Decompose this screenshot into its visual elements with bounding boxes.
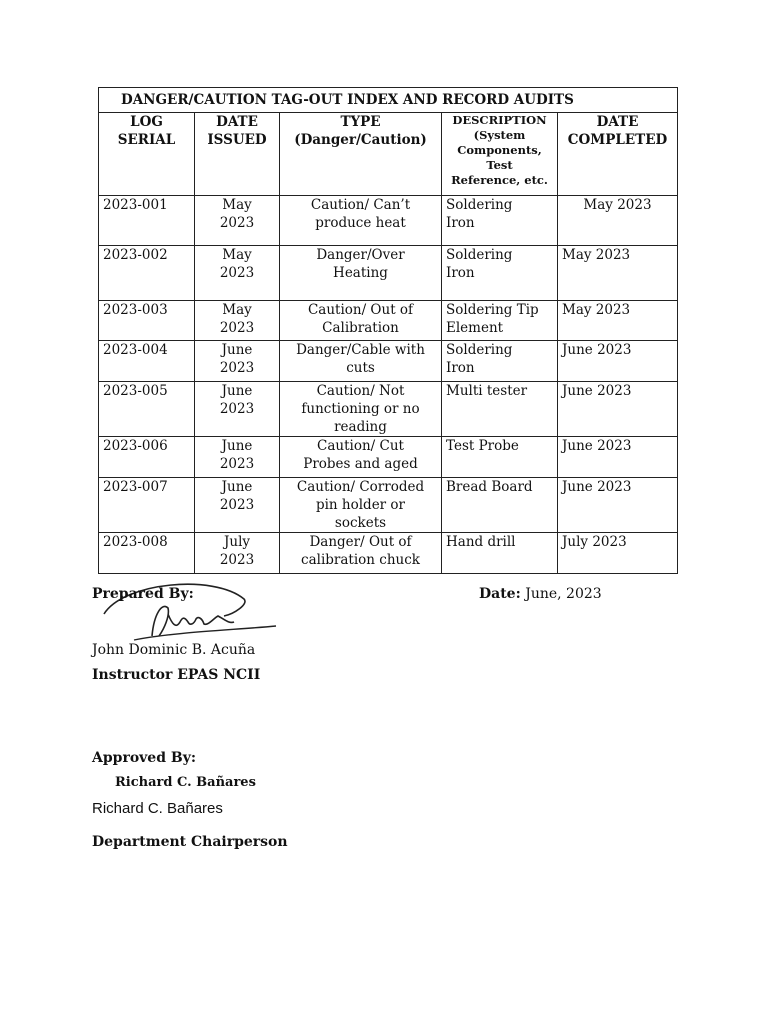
log-serial-cell: 2023-004 (99, 341, 195, 382)
date-completed-cell: May 2023 (558, 301, 678, 341)
preparer-position: Instructor EPAS NCII (92, 667, 261, 683)
type-cell: Danger/ Out of calibration chuck (280, 533, 442, 574)
date-line (479, 586, 602, 602)
header-type: TYPE (Danger/Caution) (280, 113, 442, 196)
header-log-serial: LOG SERIAL (99, 113, 195, 196)
date-issued-cell: May 2023 (195, 301, 280, 341)
preparer-name: John Dominic B. Acuña (92, 642, 256, 658)
table-row (99, 533, 678, 574)
log-serial-cell: 2023-007 (99, 478, 195, 533)
log-serial-cell: 2023-008 (99, 533, 195, 574)
table-row (99, 437, 678, 478)
type-cell: Caution/ Not functioning or no reading (280, 382, 442, 437)
log-serial-cell: 2023-006 (99, 437, 195, 478)
table-row (99, 341, 678, 382)
table-row (99, 478, 678, 533)
date-issued-cell: June 2023 (195, 478, 280, 533)
header-date-completed: DATE COMPLETED (558, 113, 678, 196)
tag-out-audit-table (98, 87, 678, 574)
header-description: DESCRIPTION (System Components, Test Reference, etc. (442, 113, 558, 196)
log-serial-cell: 2023-002 (99, 246, 195, 301)
date-issued-cell: July 2023 (195, 533, 280, 574)
type-cell: Caution/ Can’t produce heat (280, 196, 442, 246)
date-completed-cell: June 2023 (558, 437, 678, 478)
description-cell: Soldering Tip Element (442, 301, 558, 341)
prepared-by-label: Prepared By: (92, 586, 194, 602)
date-issued-cell: June 2023 (195, 382, 280, 437)
description-cell: Multi tester (442, 382, 558, 437)
header-date-issued: DATE ISSUED (195, 113, 280, 196)
approver-name: Richard C. Bañares (92, 800, 223, 817)
date-value: June, 2023 (525, 586, 602, 602)
description-cell: Soldering Iron (442, 196, 558, 246)
type-cell: Caution/ Corroded pin holder or sockets (280, 478, 442, 533)
date-completed-cell: June 2023 (558, 382, 678, 437)
date-label: Date: (479, 586, 521, 602)
table-title: DANGER/CAUTION TAG-OUT INDEX AND RECORD AUDITS (99, 88, 678, 113)
type-cell: Danger/Cable with cuts (280, 341, 442, 382)
date-issued-cell: May 2023 (195, 246, 280, 301)
date-completed-cell: June 2023 (558, 341, 678, 382)
description-cell: Hand drill (442, 533, 558, 574)
date-completed-cell: June 2023 (558, 478, 678, 533)
type-cell: Danger/Over Heating (280, 246, 442, 301)
table-row (99, 382, 678, 437)
description-cell: Bread Board (442, 478, 558, 533)
description-cell: Soldering Iron (442, 246, 558, 301)
date-issued-cell: June 2023 (195, 341, 280, 382)
description-cell: Soldering Iron (442, 341, 558, 382)
description-cell: Test Probe (442, 437, 558, 478)
log-serial-cell: 2023-003 (99, 301, 195, 341)
approved-by-label: Approved By: (92, 750, 196, 766)
table-header-row (99, 113, 678, 196)
date-completed-cell: May 2023 (558, 196, 678, 246)
table-row (99, 301, 678, 341)
approver-position: Department Chairperson (92, 834, 288, 850)
date-issued-cell: May 2023 (195, 196, 280, 246)
table-row (99, 246, 678, 301)
date-completed-cell: July 2023 (558, 533, 678, 574)
type-cell: Caution/ Cut Probes and aged (280, 437, 442, 478)
log-serial-cell: 2023-001 (99, 196, 195, 246)
type-cell: Caution/ Out of Calibration (280, 301, 442, 341)
table-row (99, 196, 678, 246)
approver-signature-name: Richard C. Bañares (115, 775, 256, 790)
log-serial-cell: 2023-005 (99, 382, 195, 437)
date-completed-cell: May 2023 (558, 246, 678, 301)
date-issued-cell: June 2023 (195, 437, 280, 478)
